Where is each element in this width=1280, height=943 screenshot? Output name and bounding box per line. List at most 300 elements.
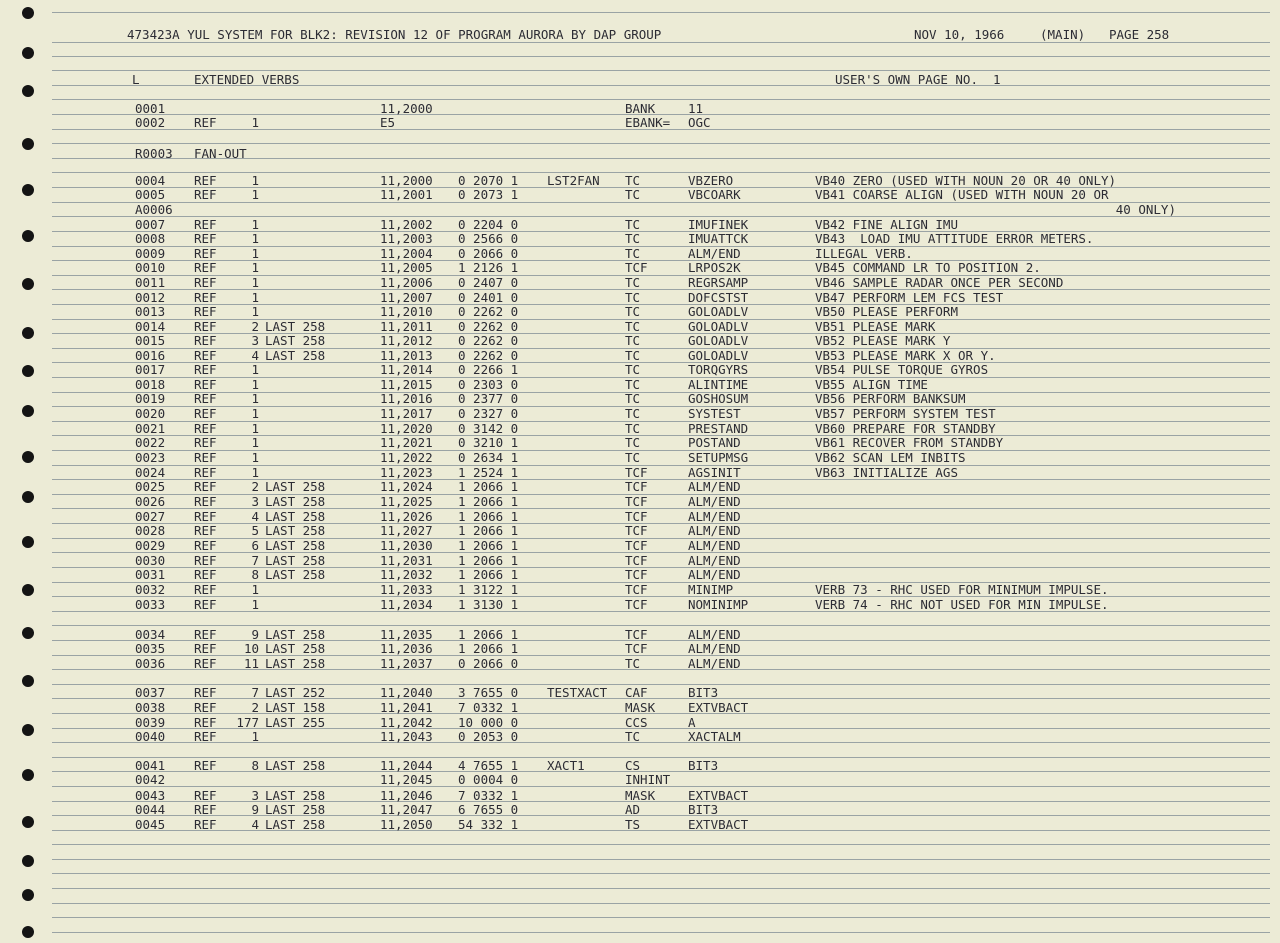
line-comment: VB51 PLEASE MARK [815,319,936,334]
line-opcode: TC [625,231,641,246]
listing-line [0,276,1280,290]
line-operand: GOLOADLV [688,333,749,348]
line-seq: 0027 [135,509,166,524]
line-opcode: CS [625,758,641,773]
line-address: 11,2011 [380,319,433,334]
listing-line [0,218,1280,232]
line-ref: REF [194,435,217,450]
line-ref-count: 2 [251,700,259,715]
line-operand: EXTVBACT [688,788,749,803]
line-seq: 0012 [135,290,166,305]
line-opcode: TC [625,246,641,261]
binder-hole [22,47,34,59]
line-opcode: MASK [625,700,656,715]
line-opcode: TCF [625,479,648,494]
line-ref: REF [194,729,217,744]
line-address: 11,2037 [380,656,433,671]
line-ref: REF [194,641,217,656]
line-ref: REF [194,817,217,832]
line-octal-code: 0 2073 1 [458,187,519,202]
listing-line [0,642,1280,656]
line-ref: REF [194,362,217,377]
line-operand: ALM/END [688,567,741,582]
line-octal-code: 0 2303 0 [458,377,519,392]
line-address: 11,2023 [380,465,433,480]
line-ref-count: 5 [251,523,259,538]
line-opcode: TS [625,817,641,832]
line-ref: REF [194,217,217,232]
line-operand: ALM/END [688,553,741,568]
line-address: 11,2025 [380,494,433,509]
line-octal-code: 1 2066 1 [458,538,519,553]
line-ref-count: 1 [251,465,259,480]
line-ref-count: 3 [251,494,259,509]
line-operand: XACTALM [688,729,741,744]
line-opcode: TC [625,304,641,319]
line-label: TESTXACT [547,685,608,700]
line-seq: 0033 [135,597,166,612]
listing-line [0,378,1280,392]
listing-line [0,305,1280,319]
line-ref: REF [194,627,217,642]
line-opcode: TCF [625,523,648,538]
line-octal-code: 1 3130 1 [458,597,519,612]
line-opcode: TC [625,217,641,232]
line-opcode: TC [625,377,641,392]
listing-title: 473423A YUL SYSTEM FOR BLK2: REVISION 12 OF PROGRAM AURORA BY DAP GROUP [127,27,662,42]
line-operand: EXTVBACT [688,700,749,715]
line-operand: DOFCSTST [688,290,749,305]
line-comment: VB61 RECOVER FROM STANDBY [815,435,1004,450]
listing-date: NOV 10, 1966 [914,27,1005,42]
line-octal-code: 1 3122 1 [458,582,519,597]
line-ref: REF [194,479,217,494]
line-ref: REF [194,450,217,465]
line-ref: FAN-OUT [194,146,247,161]
listing-line [0,686,1280,700]
line-octal-code: 1 2066 1 [458,553,519,568]
line-octal-code: 0 2407 0 [458,275,519,290]
line-octal-code: 0 2066 0 [458,246,519,261]
line-opcode: MASK [625,788,656,803]
line-comment: VB60 PREPARE FOR STANDBY [815,421,996,436]
line-ref: REF [194,391,217,406]
page-number: PAGE 258 [1109,27,1170,42]
line-ref: REF [194,348,217,363]
line-seq: 0037 [135,685,166,700]
line-ref-count: 1 [251,597,259,612]
line-ref-count: 1 [251,246,259,261]
line-ref: REF [194,333,217,348]
line-address: 11,2014 [380,362,433,377]
line-ref: REF [194,319,217,334]
listing-line [0,232,1280,246]
line-ref-count: 8 [251,758,259,773]
line-octal-code: 0 2204 0 [458,217,519,232]
line-seq: 0041 [135,758,166,773]
line-operand: ALM/END [688,509,741,524]
line-ref-count: 1 [251,362,259,377]
line-comment: VB50 PLEASE PERFORM [815,304,958,319]
line-last-page: LAST 158 [265,700,326,715]
line-operand: REGRSAMP [688,275,749,290]
line-address: 11,2000 [380,101,433,116]
line-ref: REF [194,173,217,188]
line-opcode: TC [625,406,641,421]
line-address: 11,2006 [380,275,433,290]
line-last-page: LAST 258 [265,333,326,348]
line-operand: ALINTIME [688,377,749,392]
line-operand: NOMINIMP [688,597,749,612]
line-ref-count: 2 [251,319,259,334]
line-opcode: TCF [625,465,648,480]
line-comment: VB53 PLEASE MARK X OR Y. [815,348,996,363]
line-last-page: LAST 258 [265,802,326,817]
line-operand: SETUPMSG [688,450,749,465]
line-seq: 0032 [135,582,166,597]
binder-hole [22,855,34,867]
line-octal-code: 0 2262 0 [458,348,519,363]
line-last-page: LAST 258 [265,509,326,524]
ruled-line [52,917,1270,918]
line-seq: 0022 [135,435,166,450]
line-seq: 0016 [135,348,166,363]
line-comment: 40 ONLY) [1115,202,1176,217]
listing-line [0,363,1280,377]
line-address: 11,2050 [380,817,433,832]
line-seq: 0025 [135,479,166,494]
listing-line [0,628,1280,642]
line-operand: VBCOARK [688,187,741,202]
line-address: 11,2024 [380,479,433,494]
line-ref: REF [194,509,217,524]
line-seq: 0029 [135,538,166,553]
listing-line [0,730,1280,744]
line-operand: 11 [688,101,704,116]
line-seq: 0024 [135,465,166,480]
listing-line [0,701,1280,715]
line-last-page: LAST 258 [265,538,326,553]
line-ref-count: 1 [251,231,259,246]
line-octal-code: 0 2070 1 [458,173,519,188]
line-opcode: TC [625,348,641,363]
line-comment: ILLEGAL VERB. [815,246,913,261]
line-opcode: CCS [625,715,648,730]
line-seq: 0035 [135,641,166,656]
line-ref-count: 7 [251,553,259,568]
line-opcode: TC [625,656,641,671]
line-ref: REF [194,187,217,202]
ruled-line [52,12,1270,13]
line-ref-count: 4 [251,348,259,363]
line-comment: VB46 SAMPLE RADAR ONCE PER SECOND [815,275,1064,290]
line-ref-count: 177 [236,715,259,730]
line-last-page: LAST 258 [265,627,326,642]
listing-line [0,466,1280,480]
line-address: 11,2012 [380,333,433,348]
listing-line [0,657,1280,671]
listing-line [0,392,1280,406]
listing-line [0,247,1280,261]
line-octal-code: 0 2634 1 [458,450,519,465]
line-address: 11,2005 [380,260,433,275]
line-operand: VBZERO [688,173,734,188]
line-opcode: TC [625,173,641,188]
line-address: 11,2031 [380,553,433,568]
line-ref-count: 9 [251,627,259,642]
line-seq: 0038 [135,700,166,715]
line-octal-code: 0 2066 0 [458,656,519,671]
line-seq: 0039 [135,715,166,730]
line-seq: A0006 [135,202,173,217]
line-ref-count: 1 [251,275,259,290]
line-ref-count: 1 [251,435,259,450]
line-ref-count: 1 [251,115,259,130]
line-address: 11,2017 [380,406,433,421]
line-seq: 0019 [135,391,166,406]
line-last-page: LAST 258 [265,656,326,671]
line-ref: REF [194,523,217,538]
line-ref: REF [194,567,217,582]
line-octal-code: 54 332 1 [458,817,519,832]
line-octal-code: 3 7655 0 [458,685,519,700]
line-address: 11,2046 [380,788,433,803]
line-operand: EXTVBACT [688,817,749,832]
listing-line [0,480,1280,494]
line-address: 11,2016 [380,391,433,406]
binder-hole [22,7,34,19]
ruled-line [52,844,1270,845]
listing-line [0,349,1280,363]
line-ref-count: 2 [251,479,259,494]
line-comment: VB56 PERFORM BANKSUM [815,391,966,406]
listing-line [0,554,1280,568]
line-octal-code: 0 2262 0 [458,304,519,319]
line-seq: 0023 [135,450,166,465]
ruled-line [52,625,1270,626]
line-ref-count: 1 [251,187,259,202]
line-seq: 0009 [135,246,166,261]
line-opcode: TC [625,391,641,406]
line-address: 11,2035 [380,627,433,642]
line-seq: 0020 [135,406,166,421]
line-seq: 0015 [135,333,166,348]
line-opcode: TCF [625,509,648,524]
line-comment: VB54 PULSE TORQUE GYROS [815,362,989,377]
line-octal-code: 1 2524 1 [458,465,519,480]
ruled-line [52,903,1270,904]
line-opcode: TC [625,729,641,744]
line-opcode: TCF [625,260,648,275]
line-opcode: TCF [625,538,648,553]
line-opcode: TCF [625,641,648,656]
line-octal-code: 0 3142 0 [458,421,519,436]
line-operand: GOLOADLV [688,348,749,363]
line-last-page: LAST 258 [265,758,326,773]
line-address: 11,2033 [380,582,433,597]
line-address: 11,2002 [380,217,433,232]
line-last-page: LAST 258 [265,479,326,494]
line-comment: VB45 COMMAND LR TO POSITION 2. [815,260,1041,275]
listing-line [0,510,1280,524]
line-seq: 0013 [135,304,166,319]
line-last-page: LAST 258 [265,641,326,656]
line-address: 11,2001 [380,187,433,202]
line-ref-count: 1 [251,304,259,319]
line-octal-code: 0 3210 1 [458,435,519,450]
line-opcode: TC [625,275,641,290]
line-opcode: INHINT [625,772,671,787]
line-ref-count: 4 [251,817,259,832]
line-opcode: TCF [625,627,648,642]
line-seq: R0003 [135,146,173,161]
line-ref: REF [194,597,217,612]
line-seq: 0010 [135,260,166,275]
line-ref: REF [194,260,217,275]
line-opcode: TC [625,333,641,348]
line-comment: VB63 INITIALIZE AGS [815,465,958,480]
line-address: 11,2041 [380,700,433,715]
listing-line [0,773,1280,787]
line-octal-code: 1 2066 1 [458,494,519,509]
line-operand: AGSINIT [688,465,741,480]
listing-line [0,598,1280,612]
line-address: E5 [380,115,396,130]
line-operand: ALM/END [688,656,741,671]
line-octal-code: 0 2566 0 [458,231,519,246]
line-ref: REF [194,290,217,305]
line-octal-code: 0 2377 0 [458,391,519,406]
line-opcode: TC [625,435,641,450]
line-seq: 0036 [135,656,166,671]
line-operand: BIT3 [688,802,719,817]
line-opcode: EBANK= [625,115,671,130]
line-octal-code: 1 2066 1 [458,627,519,642]
listing-line [0,116,1280,130]
line-comment: VB52 PLEASE MARK Y [815,333,951,348]
listing-line [0,789,1280,803]
line-address: 11,2007 [380,290,433,305]
line-octal-code: 6 7655 0 [458,802,519,817]
ruled-line [52,99,1270,100]
line-operand: ALM/END [688,538,741,553]
line-operand: MINIMP [688,582,734,597]
line-octal-code: 0 0004 0 [458,772,519,787]
line-seq: 0021 [135,421,166,436]
line-seq: 0031 [135,567,166,582]
line-address: 11,2047 [380,802,433,817]
line-label: XACT1 [547,758,585,773]
line-seq: 0034 [135,627,166,642]
line-address: 11,2013 [380,348,433,363]
line-octal-code: 1 2066 1 [458,509,519,524]
line-ref-count: 1 [251,582,259,597]
line-octal-code: 1 2126 1 [458,260,519,275]
line-octal-code: 0 2327 0 [458,406,519,421]
line-ref: REF [194,685,217,700]
line-ref: REF [194,304,217,319]
listing-line [0,102,1280,116]
line-octal-code: 0 2262 0 [458,333,519,348]
line-opcode: TCF [625,582,648,597]
listing-line [0,188,1280,202]
line-address: 11,2022 [380,450,433,465]
line-seq: 0007 [135,217,166,232]
ruled-line [52,684,1270,685]
line-operand: BIT3 [688,685,719,700]
line-address: 11,2045 [380,772,433,787]
line-seq: 0005 [135,187,166,202]
line-operand: BIT3 [688,758,719,773]
line-comment: VB42 FINE ALIGN IMU [815,217,958,232]
line-ref-count: 1 [251,421,259,436]
line-ref: REF [194,377,217,392]
ruled-line [52,56,1270,57]
line-last-page: LAST 258 [265,567,326,582]
line-ref-count: 9 [251,802,259,817]
line-address: 11,2000 [380,173,433,188]
listing-line [0,436,1280,450]
listing-line [0,203,1280,217]
line-ref: REF [194,494,217,509]
line-octal-code: 4 7655 1 [458,758,519,773]
line-address: 11,2010 [380,304,433,319]
line-octal-code: 1 2066 1 [458,523,519,538]
listing-mode: (MAIN) [1040,27,1086,42]
line-ref-count: 1 [251,260,259,275]
line-opcode: TC [625,187,641,202]
listing-line [0,451,1280,465]
line-ref: REF [194,465,217,480]
line-address: 11,2015 [380,377,433,392]
line-last-page: LAST 258 [265,817,326,832]
line-seq: 0011 [135,275,166,290]
line-comment: VB40 ZERO (USED WITH NOUN 20 OR 40 ONLY) [815,173,1117,188]
listing-line [0,495,1280,509]
line-seq: 0026 [135,494,166,509]
line-ref-count: 1 [251,377,259,392]
line-octal-code: 10 000 0 [458,715,519,730]
ruled-line [52,42,1270,43]
line-opcode: AD [625,802,641,817]
line-comment: VB43 LOAD IMU ATTITUDE ERROR METERS. [815,231,1094,246]
line-last-page: LAST 258 [265,553,326,568]
line-operand: OGC [688,115,711,130]
line-ref-count: 1 [251,406,259,421]
line-ref: REF [194,115,217,130]
line-ref-count: 3 [251,788,259,803]
line-comment: VERB 73 - RHC USED FOR MINIMUM IMPULSE. [815,582,1109,597]
line-ref: REF [194,246,217,261]
line-comment: VB41 COARSE ALIGN (USED WITH NOUN 20 OR [815,187,1109,202]
line-seq: 0043 [135,788,166,803]
line-ref: REF [194,275,217,290]
line-address: 11,2020 [380,421,433,436]
line-seq: 0042 [135,772,166,787]
line-address: 11,2027 [380,523,433,538]
listing-line [0,407,1280,421]
line-ref-count: 3 [251,333,259,348]
line-opcode: TC [625,362,641,377]
binder-hole [22,926,34,938]
line-address: 11,2036 [380,641,433,656]
line-ref: REF [194,231,217,246]
line-seq: 0030 [135,553,166,568]
line-opcode: TC [625,319,641,334]
line-octal-code: 7 0332 1 [458,788,519,803]
line-operand: A [688,715,696,730]
line-octal-code: 0 2401 0 [458,290,519,305]
